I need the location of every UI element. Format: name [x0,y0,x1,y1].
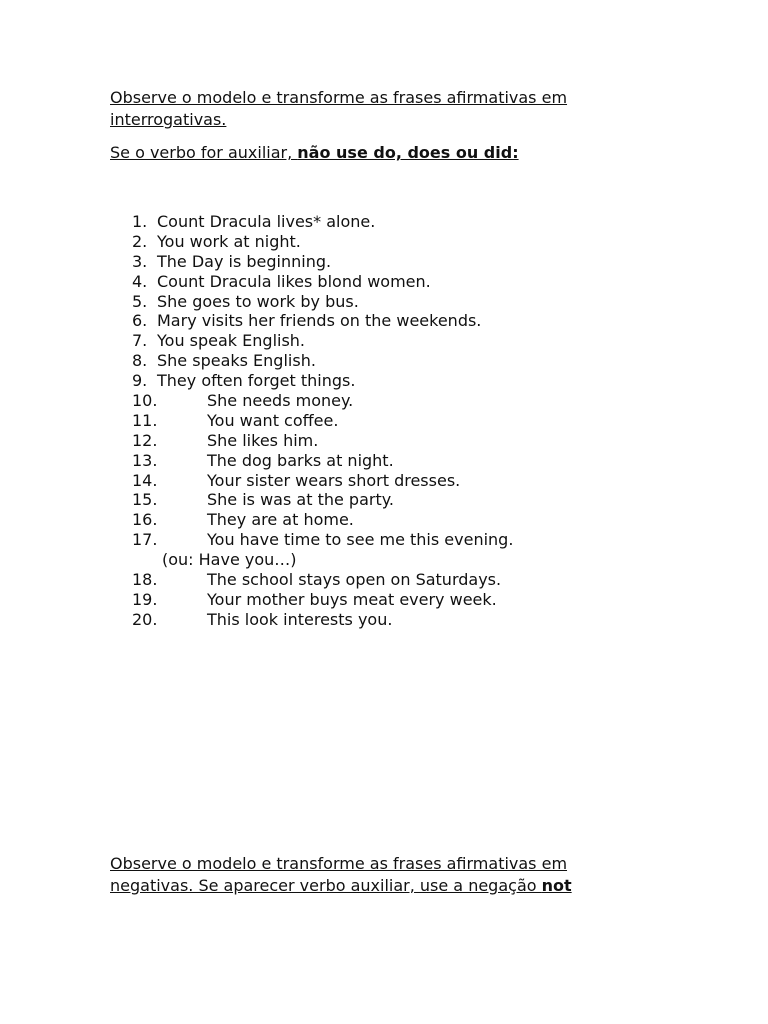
item-text: Count Dracula lives* alone. [157,212,376,231]
item-number: 4. [132,271,148,291]
list-item [132,311,513,331]
item-number: 15. [132,490,158,510]
instruction-emphasis: not [541,876,572,895]
list-item [132,351,513,371]
list-item [132,451,513,471]
list-item [132,610,513,630]
list-item [132,212,513,232]
list-item [132,431,513,451]
item-text: The Day is beginning. [157,251,332,271]
item-text: This look interests you. [207,609,393,629]
item-number: 10. [132,391,158,411]
list-item [132,570,513,590]
list-item [132,510,513,530]
item-number: 18. [132,570,158,590]
instruction-line: interrogativas. [110,110,227,129]
instruction-auxiliary [110,142,670,164]
item-note-text: (ou: Have you…) [162,550,297,570]
item-text: Count Dracula likes blond women. [157,271,431,291]
list-item [132,391,513,411]
item-text: The school stays open on Saturdays. [207,570,502,590]
item-number: 14. [132,470,158,490]
item-number: 8. [132,351,148,371]
list-item [132,232,513,252]
item-number: 7. [132,331,148,351]
item-number: 12. [132,430,158,450]
list-item [132,471,513,491]
item-text: She is was at the party. [207,490,394,510]
item-number: 3. [132,251,148,271]
instruction-line: negativas. Se aparecer verbo auxiliar, use a negação [110,876,542,895]
list-item [132,292,513,312]
list-item [132,590,513,610]
item-number: 13. [132,450,158,470]
item-number: 11. [132,410,158,430]
list-item [132,252,513,272]
instruction-emphasis: não use do, does ou did: [297,143,519,162]
item-text: She goes to work by bus. [157,291,359,311]
instruction-negative [110,853,670,897]
list-item [132,331,513,351]
item-text: You want coffee. [207,410,339,430]
instruction-interrogative [110,87,670,131]
item-text: Your mother buys meat every week. [207,589,497,609]
item-text: They often forget things. [157,371,356,391]
list-item-note [132,550,513,570]
list-item [132,272,513,292]
list-item [132,371,513,391]
item-text: She speaks English. [157,351,316,371]
item-text: She likes him. [207,430,319,450]
item-number: 6. [132,311,148,331]
item-number: 16. [132,510,158,530]
list-item [132,411,513,431]
item-number: 19. [132,589,158,609]
item-text: Mary visits her friends on the weekends. [157,311,482,331]
item-text: They are at home. [207,510,354,530]
item-text: You speak English. [157,331,306,351]
item-number: 20. [132,609,158,629]
sentence-list [132,212,513,630]
item-text: She needs money. [207,391,354,411]
item-text: You work at night. [157,231,301,251]
instruction-line: Observe o modelo e transforme as frases afirmativas em [110,88,568,107]
instruction-line: Observe o modelo e transforme as frases afirmativas em [110,854,568,873]
item-number: 9. [132,371,148,391]
instruction-text: Se o verbo for auxiliar, [110,143,298,162]
item-number: 1. [132,212,148,231]
item-text: You have time to see me this evening. [207,530,514,550]
list-item [132,490,513,510]
item-number: 17. [132,530,158,550]
item-number: 5. [132,291,148,311]
item-text: Your sister wears short dresses. [207,470,461,490]
item-text: The dog barks at night. [207,450,394,470]
item-number: 2. [132,231,148,251]
list-item [132,530,513,550]
